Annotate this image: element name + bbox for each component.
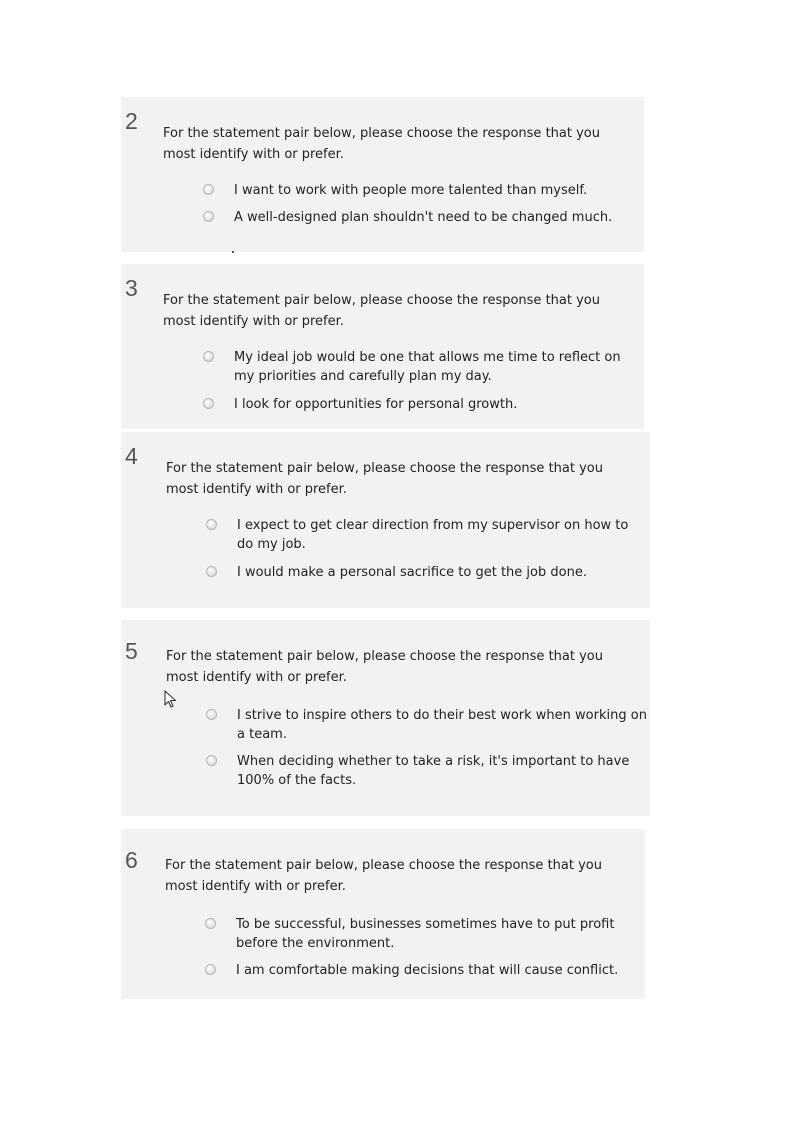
question-number: 6 bbox=[125, 847, 138, 873]
question-card-2 bbox=[121, 97, 644, 252]
question-card-5 bbox=[121, 620, 650, 816]
question-prompt: For the statement pair below, please choose the response that you most identify with or prefer. bbox=[166, 649, 603, 685]
option-label: I would make a personal sacrifice to get the job done. bbox=[237, 565, 587, 580]
question-prompt: For the statement pair below, please choose the response that you most identify with or prefer. bbox=[163, 126, 600, 162]
option-label: My ideal job would be one that allows me time to reflect on my priorities and carefully plan my day. bbox=[234, 350, 621, 384]
question-prompt: For the statement pair below, please choose the response that you most identify with or prefer. bbox=[166, 461, 603, 497]
option-label: I strive to inspire others to do their best work when working on a team. bbox=[237, 708, 647, 742]
option-label: I am comfortable making decisions that will cause conflict. bbox=[236, 963, 619, 978]
question-number: 4 bbox=[125, 443, 138, 469]
question-number: 5 bbox=[125, 638, 138, 664]
mouse-pointer-icon bbox=[164, 690, 178, 708]
option-label: I want to work with people more talented than myself. bbox=[234, 183, 588, 198]
question-prompt: For the statement pair below, please choose the response that you most identify with or prefer. bbox=[165, 858, 602, 894]
option-label: I expect to get clear direction from my supervisor on how to do my job. bbox=[237, 518, 629, 552]
option-2a[interactable] bbox=[203, 181, 644, 200]
radio-button-icon[interactable] bbox=[206, 709, 217, 720]
question-number: 3 bbox=[125, 275, 138, 301]
question-card-4 bbox=[121, 432, 650, 608]
question-number: 2 bbox=[125, 108, 138, 134]
question-prompt: For the statement pair below, please choose the response that you most identify with or prefer. bbox=[163, 293, 600, 329]
radio-button-icon[interactable] bbox=[206, 519, 217, 530]
radio-button-icon[interactable] bbox=[205, 964, 216, 975]
radio-button-icon[interactable] bbox=[203, 398, 214, 409]
option-4b[interactable] bbox=[206, 563, 650, 582]
radio-button-icon[interactable] bbox=[203, 211, 214, 222]
option-label: A well-designed plan shouldn't need to be changed much. bbox=[234, 210, 613, 225]
question-card-3 bbox=[121, 264, 644, 429]
option-6b[interactable] bbox=[205, 961, 645, 980]
radio-button-icon[interactable] bbox=[206, 566, 217, 577]
option-3b[interactable] bbox=[203, 395, 644, 414]
option-label: I look for opportunities for personal growth. bbox=[234, 397, 518, 412]
option-4a[interactable] bbox=[206, 516, 647, 554]
option-5a[interactable] bbox=[206, 706, 647, 744]
option-label: To be successful, businesses sometimes have to put profit before the environment. bbox=[236, 917, 615, 951]
radio-button-icon[interactable] bbox=[203, 351, 214, 362]
option-6a[interactable] bbox=[205, 915, 636, 953]
option-2b[interactable] bbox=[203, 208, 644, 227]
option-label: When deciding whether to take a risk, it's important to have 100% of the facts. bbox=[237, 754, 630, 788]
option-3a[interactable] bbox=[203, 348, 644, 386]
radio-button-icon[interactable] bbox=[206, 755, 217, 766]
question-card-6 bbox=[121, 829, 645, 999]
stray-mark bbox=[232, 251, 234, 253]
option-5b[interactable] bbox=[206, 752, 647, 790]
radio-button-icon[interactable] bbox=[203, 184, 214, 195]
radio-button-icon[interactable] bbox=[205, 918, 216, 929]
